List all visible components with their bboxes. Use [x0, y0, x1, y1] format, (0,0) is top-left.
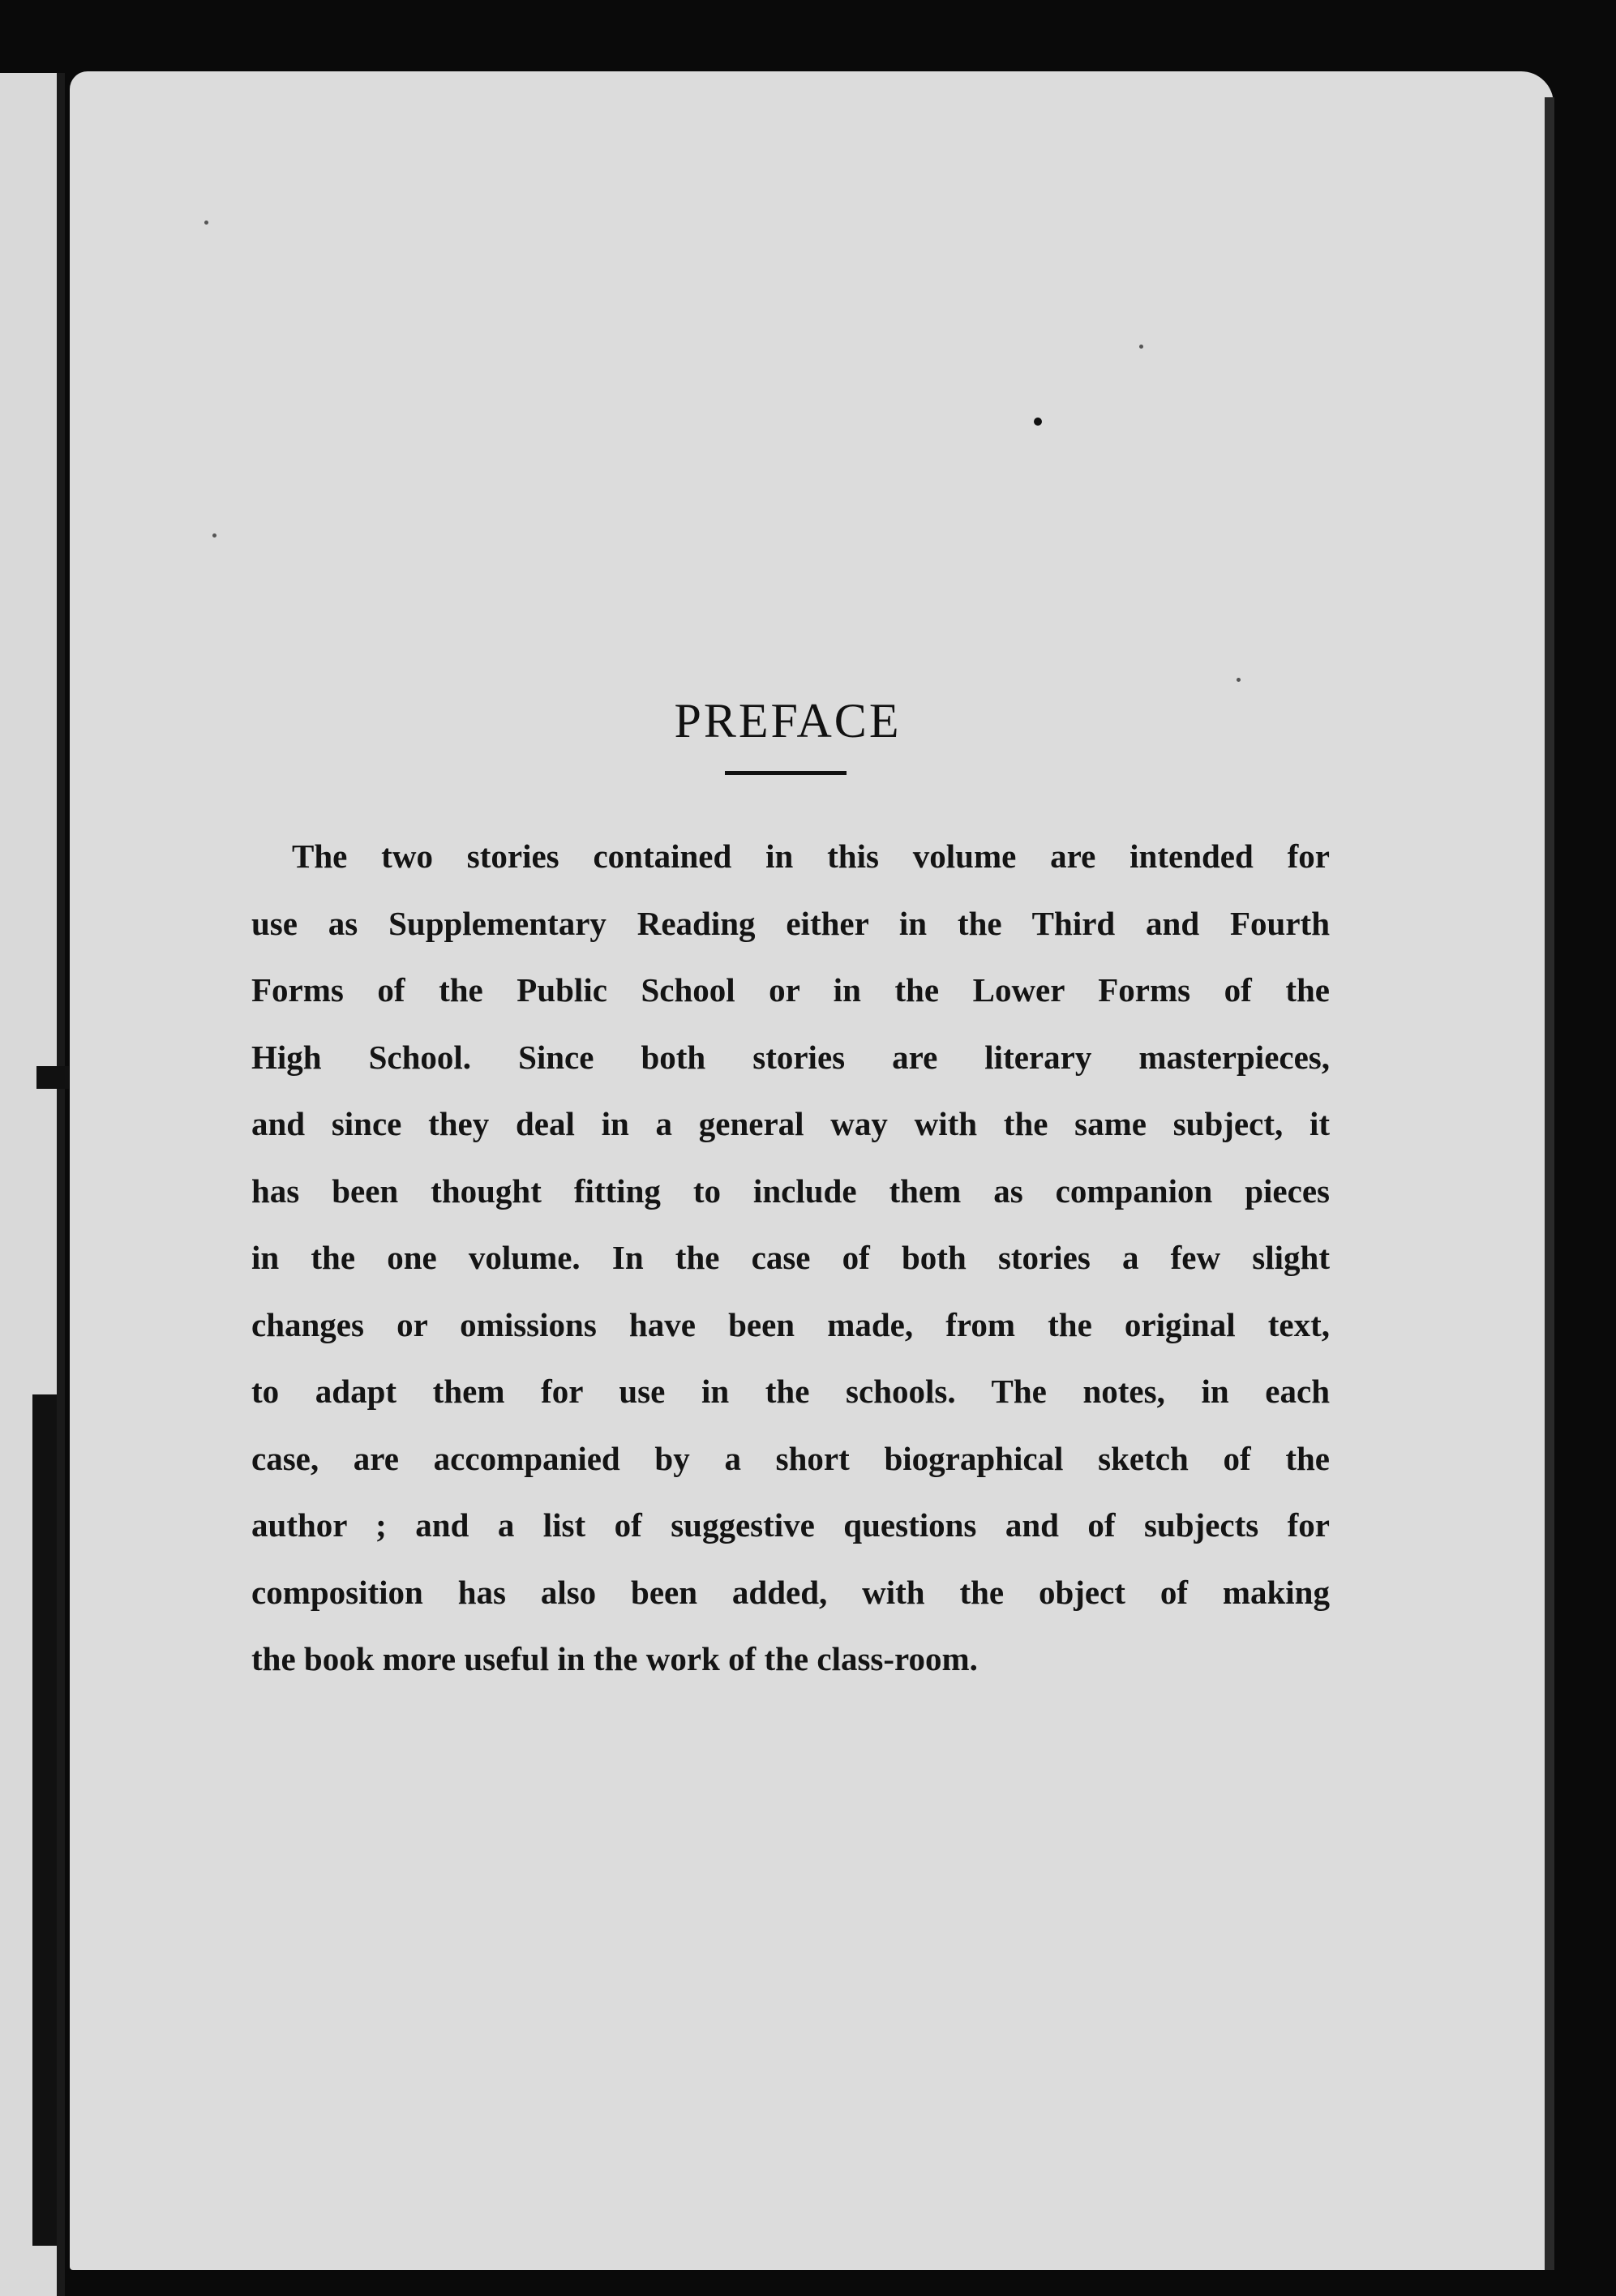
page-title: PREFACE	[674, 694, 902, 748]
print-speck	[1139, 345, 1143, 349]
paragraph-line: High School. Since both stories are literary masterpieces,	[251, 1038, 1330, 1076]
title-rule	[725, 771, 847, 775]
print-speck	[1237, 678, 1241, 682]
paragraph-line: and since they deal in a general way with the same subject, it	[251, 1105, 1330, 1142]
paragraph-line: author ; and a list of suggestive questions and of subjects for	[251, 1506, 1330, 1544]
paragraph-line: Forms of the Public School or in the Lower Forms of the	[251, 971, 1330, 1009]
paragraph-line: The two stories contained in this volume are intended for	[292, 837, 1330, 875]
preface-paragraph	[251, 823, 1330, 1693]
print-speck	[212, 533, 216, 538]
binding-edge	[57, 73, 65, 2296]
paragraph-line: changes or omissions have been made, from the original text,	[251, 1305, 1330, 1343]
paragraph-line: case, are accompanied by a short biographical sketch of the	[251, 1439, 1330, 1477]
paragraph-line: to adapt them for use in the schools. The notes, in each	[251, 1373, 1330, 1410]
binding-mark	[36, 1066, 69, 1089]
paragraph-line: the book more useful in the work of the class-room.	[251, 1640, 978, 1677]
print-speck	[1034, 418, 1042, 426]
previous-page-edge	[0, 73, 63, 2296]
paragraph-line: use as Supplementary Reading either in the Third and Fourth	[251, 904, 1330, 942]
print-speck	[204, 221, 208, 225]
paragraph-line: has been thought fitting to include them as companion pieces	[251, 1172, 1330, 1210]
binding-shadow	[32, 1394, 57, 2246]
paragraph-line: in the one volume. In the case of both stories a few slight	[251, 1239, 1330, 1276]
paragraph-line: composition has also been added, with the object of making	[251, 1573, 1330, 1611]
page-right-edge	[1545, 97, 1554, 2270]
